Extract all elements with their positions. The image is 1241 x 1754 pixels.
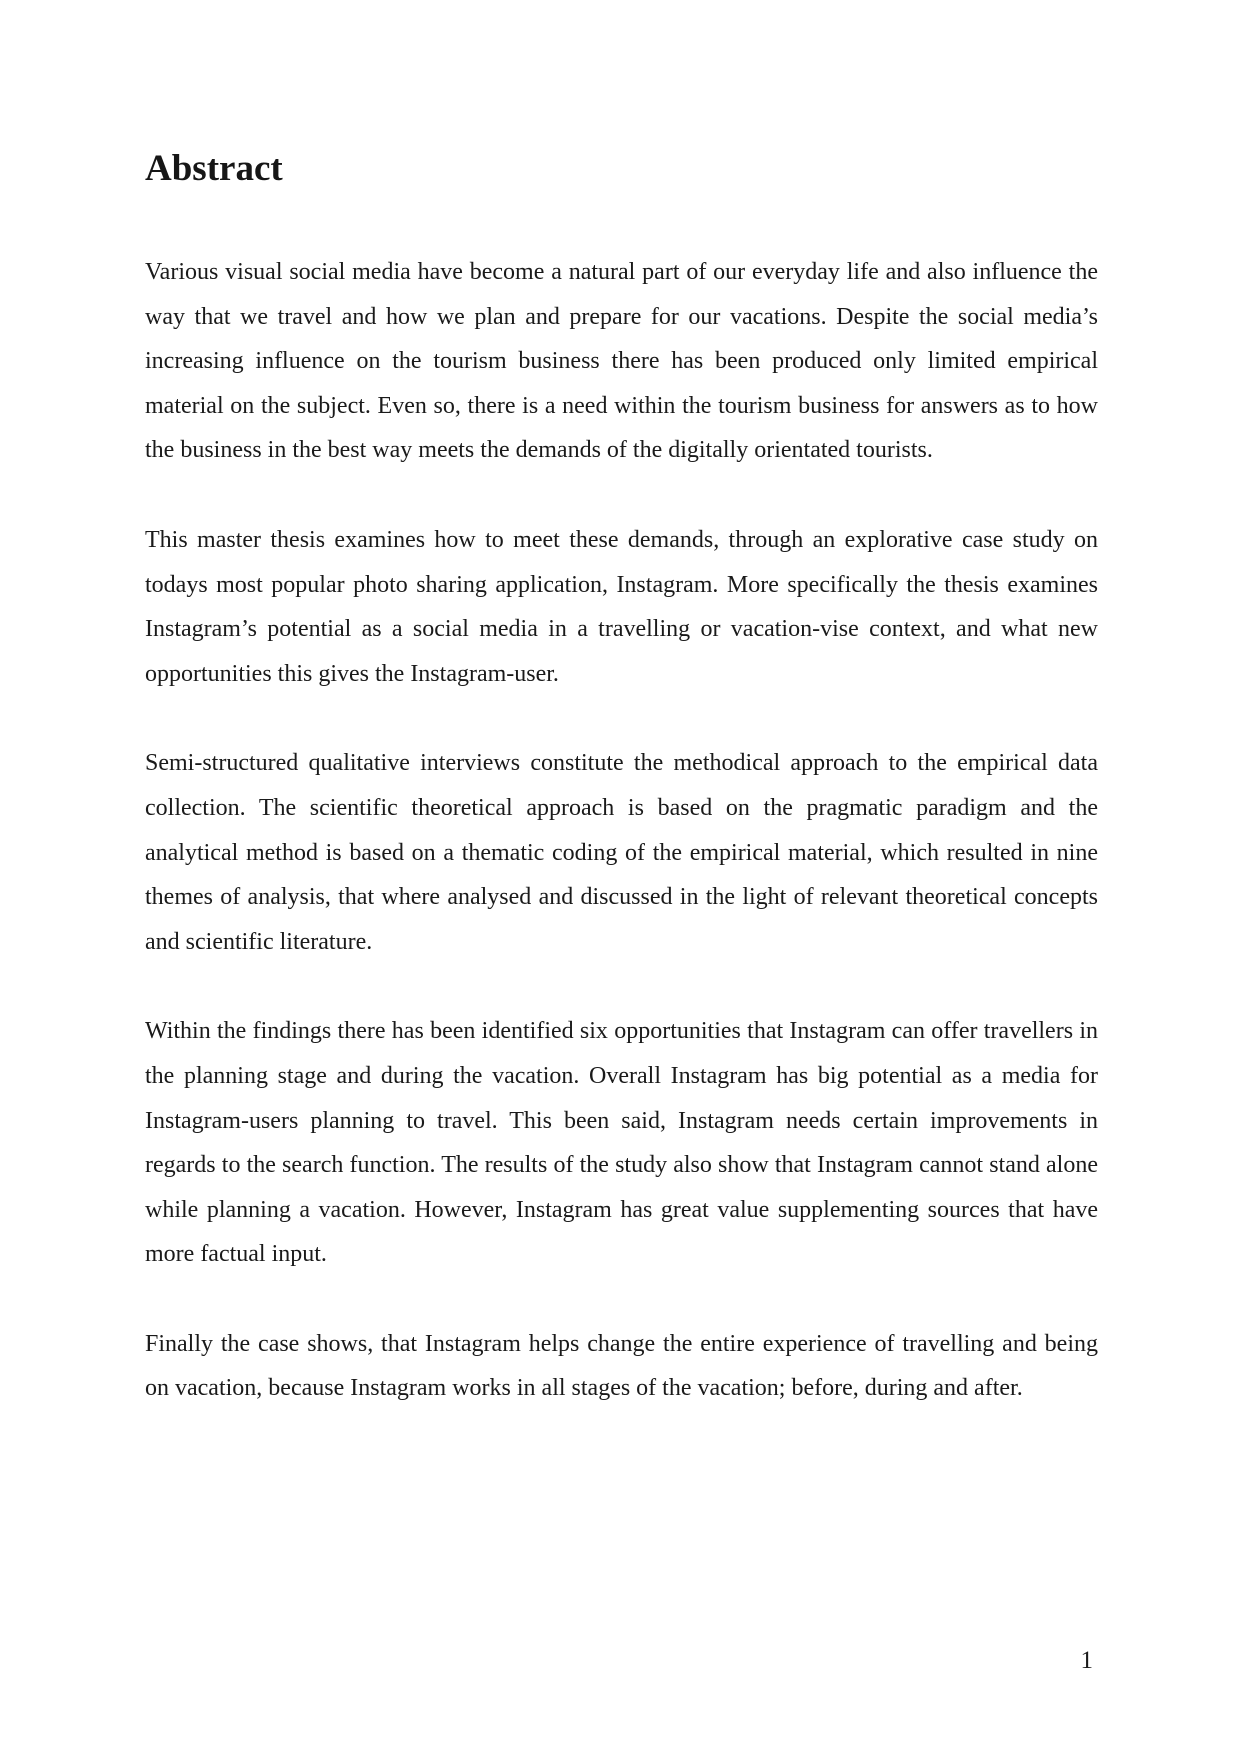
page-number: 1 <box>1080 1647 1093 1674</box>
abstract-paragraph-1: Various visual social media have become a natural part of our everyday life and also influence the way that we travel and how we plan and prepare for our vacations. Despite the social media’s increasing influence on the tourism business there has been produced only limited empirical material on the subject. Even so, there is a need within the tourism business for answers as to how the business in the best way meets the demands of the digitally orientated tourists. <box>145 259 1098 464</box>
abstract-paragraph-3: Semi-structured qualitative interviews constitute the methodical approach to the empirical data collection. The scientific theoretical approach is based on the pragmatic paradigm and the analytical method is based on a thematic coding of the empirical material, which resulted in nine themes of analysis, that where analysed and discussed in the light of relevant theoretical concepts and scientific literature. <box>145 750 1098 955</box>
page-title: Abstract <box>145 148 283 189</box>
abstract-paragraph-4: Within the findings there has been identified six opportunities that Instagram can offer travellers in the planning stage and during the vacation. Overall Instagram has big potential as a media for Instagram-users planning to travel. This been said, Instagram needs certain improvements in regards to the search function. The results of the study also show that Instagram cannot stand alone while planning a vacation. However, Instagram has great value supplementing sources that have more factual input. <box>145 1018 1098 1268</box>
page-content <box>145 146 1098 1411</box>
abstract-paragraph-5: Finally the case shows, that Instagram helps change the entire experience of travelling and being on vacation, because Instagram works in all stages of the vacation; before, during and after. <box>145 1330 1098 1402</box>
abstract-paragraph-2: This master thesis examines how to meet these demands, through an explorative case study on todays most popular photo sharing application, Instagram. More specifically the thesis examines Instagram’s potential as a social media in a travelling or vacation-vise context, and what new opportunities this gives the Instagram-user. <box>145 526 1098 687</box>
